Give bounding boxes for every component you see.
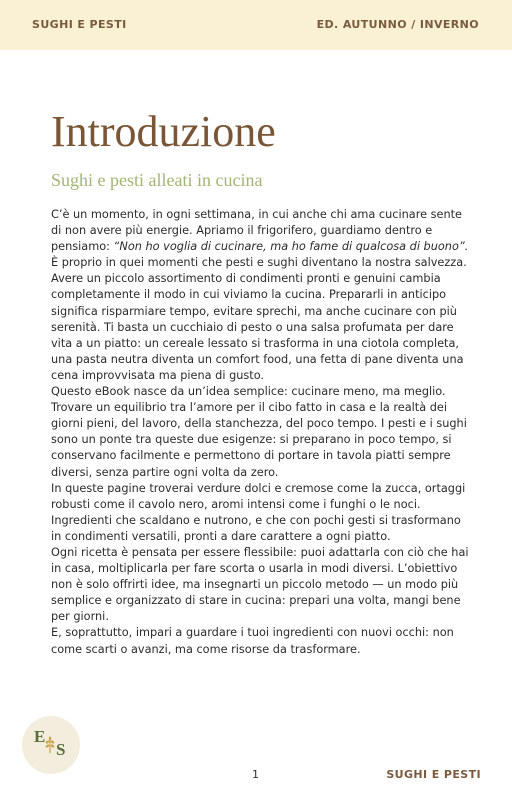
paragraph-2: È proprio in quei momenti che pesti e sughi diventano la nostra salvezza. <box>51 256 467 270</box>
paragraph-7: E, soprattutto, impari a guardare i tuoi ingredienti con nuovi occhi: non come scarti o avanzi, ma come risorse da trasformare. <box>51 626 454 656</box>
paragraph-1 <box>51 207 469 255</box>
paragraph-5: In queste pagine troverai verdure dolci e cremose come la zucca, ortaggi robusti come il cavolo nero, aromi intensi come i funghi o le noci. Ingredienti che scaldano e nutrono, e che con pochi gesti si trasformano in condimenti versatili, pronti a dare carattere a ogni piatto. <box>51 481 466 543</box>
brand-logo <box>22 716 80 774</box>
paragraph-1-text: C’è un momento, in ogni settimana, in cui anche chi ama cucinare sente di non avere più energie. Apriamo il frigorifero, guardiamo dentro e pensiamo: <box>51 208 463 254</box>
paragraph-6: Ogni ricetta è pensata per essere flessibile: puoi adattarla con ciò che hai in casa, moltiplicarla per fare scorta o usarla in modi diversi. L’obiettivo non è solo offrirti idee, ma insegnarti un piccolo metodo — un modo più semplice e organizzato di stare in cucina: prepari una volta, mangi bene per giorni. <box>51 545 469 624</box>
page-title: Introduzione <box>51 107 276 156</box>
paragraph-1-quote: “Non ho voglia di cucinare, ma ho fame di qualcosa di buono”. <box>113 240 469 254</box>
header-bar <box>0 0 512 50</box>
logo-letter-e: E <box>34 727 46 746</box>
paragraph-4: Questo eBook nasce da un’idea semplice: cucinare meno, ma meglio. Trovare un equilibrio tra l’amore per il cibo fatto in casa e la realtà dei giorni pieni, del lavoro, della stanchezza, del poco tempo. I pesti e i sughi sono un ponte tra queste due esigenze: si preparano in poco tempo, si conservano facilmente e permettono di portare in tavola piatti sempre diversi, senza partire ogni volta da zero. <box>51 385 467 479</box>
page-number: 1 <box>252 768 259 781</box>
header-brand: SUGHI E PESTI <box>32 18 127 31</box>
logo-letter-s: S <box>56 740 66 759</box>
paragraph-3: Avere un piccolo assortimento di condimenti pronti e genuini cambia completamente il modo in cui viviamo la cucina. Prepararli in anticipo significa risparmiare tempo, evitare sprechi, ma anche cucinare con più serenità. Ti basta un cucchiaio di pesto o una salsa profumata per dare vita a un piatto: un cereale lessato si trasforma in una ciotola completa, una pasta neutra diventa un comfort food, una fetta di pane diventa una cena improvvisata ma piena di gusto. <box>51 272 464 382</box>
body-text <box>51 207 469 658</box>
page-subtitle: Sughi e pesti alleati in cucina <box>51 170 263 190</box>
footer-brand: SUGHI E PESTI <box>386 768 481 781</box>
header-edition: ED. AUTUNNO / INVERNO <box>316 18 479 31</box>
wheat-icon <box>44 734 56 754</box>
